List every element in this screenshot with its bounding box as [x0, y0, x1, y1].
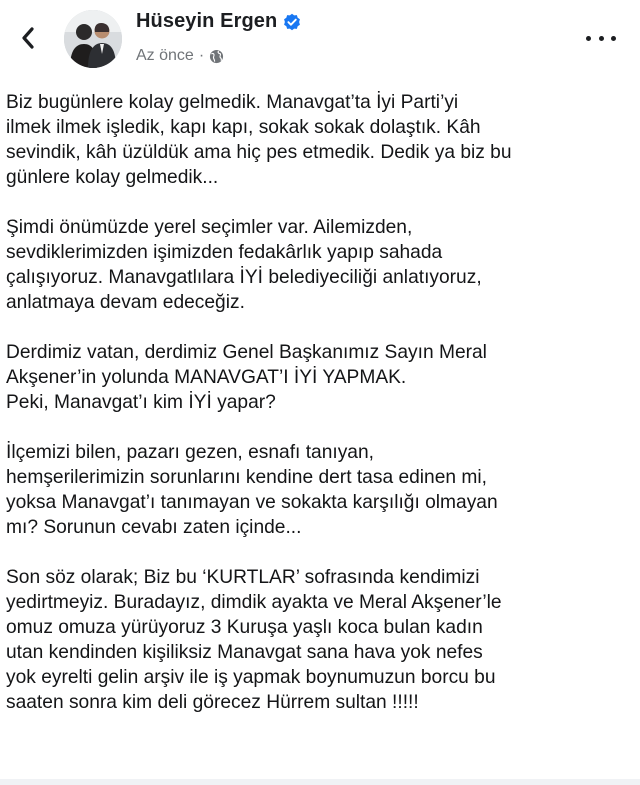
post-text-line: ilmek ilmek işledik, kapı kapı, sokak sokak dolaştık. Kâh: [6, 117, 481, 138]
more-horizontal-icon-dot: [611, 36, 616, 41]
post-text-line: omuz omuza yürüyoruz 3 Kuruşa yaşlı koca bulan kadın: [6, 617, 483, 638]
post-header: [0, 0, 640, 80]
back-button[interactable]: [14, 22, 42, 54]
post-text-line: Peki, Manavgat’ı kim İYİ yapar?: [6, 392, 276, 413]
post-text-line: saaten sonra kim deli görecez Hürrem sultan !!!!!: [6, 692, 419, 713]
post-text-line: mı? Sorunun cevabı zaten içinde...: [6, 517, 302, 538]
post-text-line: İlçemizi bilen, pazarı gezen, esnafı tanıyan,: [6, 442, 374, 463]
post-text: [6, 90, 634, 740]
avatar[interactable]: [64, 10, 122, 68]
meta-separator: ·: [198, 47, 205, 64]
post-meta: [136, 47, 224, 65]
post-text-line: sevindik, kâh üzüldük ama hiç pes etmedik. Dedik ya biz bu: [6, 142, 512, 163]
post-paragraph: [6, 90, 634, 190]
post-text-line: Şimdi önümüzde yerel seçimler var. Ailemizden,: [6, 217, 413, 238]
more-horizontal-icon-dot: [586, 36, 591, 41]
post-paragraph: [6, 215, 634, 315]
post-paragraph: [6, 565, 634, 715]
globe-icon[interactable]: [209, 49, 224, 64]
post-text-line: Akşener’in yolunda MANAVGAT’I İYİ YAPMAK.: [6, 367, 407, 388]
post-text-line: Biz bugünlere kolay gelmedik. Manavgat’ta İyi Parti’yi: [6, 92, 459, 113]
post-text-line: hemşerilerimizin sorunlarını kendine dert tasa edinen mi,: [6, 467, 487, 488]
more-horizontal-icon-dot: [599, 36, 604, 41]
timestamp[interactable]: Az önce: [136, 47, 194, 64]
chevron-left-icon: [20, 26, 36, 50]
post-text-line: çalışıyoruz. Manavgatlılara İYİ belediyeciliği anlatıyoruz,: [6, 267, 482, 288]
post-text-line: Son söz olarak; Biz bu ‘KURTLAR’ sofrasında kendimizi: [6, 567, 480, 588]
post-text-line: Derdimiz vatan, derdimiz Genel Başkanımız Sayın Meral: [6, 342, 487, 363]
post-bottom-divider: [0, 779, 640, 785]
post-text-line: sevdiklerimizden işimizden fedakârlık yapıp sahada: [6, 242, 443, 263]
post-text-line: anlatmaya devam edeceğiz.: [6, 292, 245, 313]
post-text-line: utan kendinden kişiliksiz Manavgat sana hava yok nefes: [6, 642, 483, 663]
post-paragraph: [6, 340, 634, 415]
more-options-button[interactable]: [586, 28, 616, 48]
author-line: [136, 10, 301, 33]
post-text-line: günlere kolay gelmedik...: [6, 167, 219, 188]
verified-badge-icon: [283, 13, 301, 31]
post-text-line: yoksa Manavgat’ı tanımayan ve sokakta karşılığı olmayan: [6, 492, 498, 513]
post-text-line: yok eyrelti gelin arşiv ile iş yapmak boynumuzun borcu bu: [6, 667, 496, 688]
author-name[interactable]: Hüseyin Ergen: [136, 10, 278, 32]
avatar-photo: [64, 10, 122, 68]
post-paragraph: [6, 440, 634, 540]
post-text-line: yedirtmeyiz. Buradayız, dimdik ayakta ve Meral Akşener’le: [6, 592, 502, 613]
